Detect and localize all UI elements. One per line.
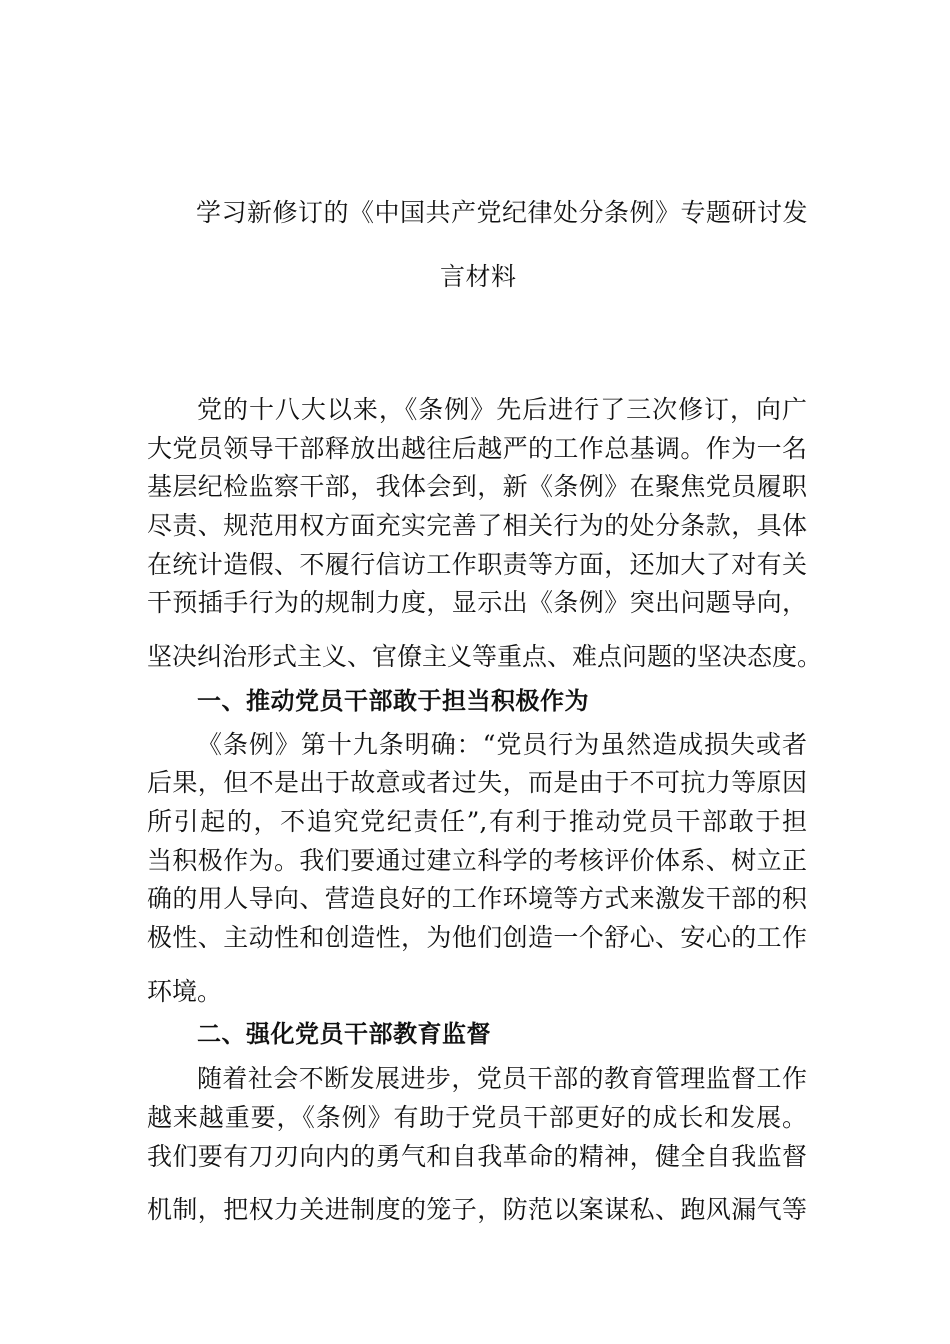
intro-paragraph-line: 基层纪检监察干部，我体会到，新《条例》在聚焦党员履职 [147, 472, 807, 501]
intro-paragraph-line: 尽责、规范用权方面充实完善了相关行为的处分条款，具体 [147, 511, 807, 540]
section-1-paragraph-line: 环境。 [147, 977, 223, 1006]
section-2-heading: 二、强化党员干部教育监督 [197, 1020, 491, 1048]
section-2-paragraph-line: 随着社会不断发展进步，党员干部的教育管理监督工作 [197, 1064, 807, 1093]
section-1-paragraph-line: 确的用人导向、营造良好的工作环境等方式来激发干部的积 [147, 884, 807, 913]
section-2-paragraph-line: 我们要有刀刃向内的勇气和自我革命的精神，健全自我监督 [147, 1142, 807, 1171]
section-2-paragraph-line: 机制，把权力关进制度的笼子，防范以案谋私、跑风漏气等 [147, 1195, 807, 1224]
section-1-heading: 一、推动党员干部敢于担当积极作为 [197, 687, 589, 715]
intro-paragraph-line: 在统计造假、不履行信访工作职责等方面，还加大了对有关 [147, 550, 807, 579]
intro-paragraph-line: 大党员领导干部释放出越往后越严的工作总基调。作为一名 [147, 434, 807, 463]
intro-paragraph-line: 坚决纠治形式主义、官僚主义等重点、难点问题的坚决态度。 [147, 642, 823, 671]
section-2-paragraph-line: 越来越重要，《条例》有助于党员干部更好的成长和发展。 [147, 1103, 807, 1132]
section-1-paragraph-line: 后果，但不是出于故意或者过失，而是由于不可抗力等原因 [147, 768, 807, 797]
section-1-paragraph-line: 极性、主动性和创造性，为他们创造一个舒心、安心的工作 [147, 923, 807, 952]
intro-paragraph-line: 党的十八大以来，《条例》先后进行了三次修订，向广 [197, 395, 807, 424]
document-title-line-1: 学习新修订的《中国共产党纪律处分条例》专题研讨发 [196, 198, 809, 227]
intro-paragraph-line: 干预插手行为的规制力度，显示出《条例》突出问题导向， [147, 588, 807, 617]
section-1-paragraph-line: 当积极作为。我们要通过建立科学的考核评价体系、树立正 [147, 846, 807, 875]
document-title-line-2: 言材料 [440, 262, 517, 291]
section-1-paragraph-line: 所引起的，不追究党纪责任”,有利于推动党员干部敢于担 [147, 807, 807, 836]
section-1-paragraph-line: 《条例》第十九条明确：“党员行为虽然造成损失或者 [197, 730, 807, 759]
